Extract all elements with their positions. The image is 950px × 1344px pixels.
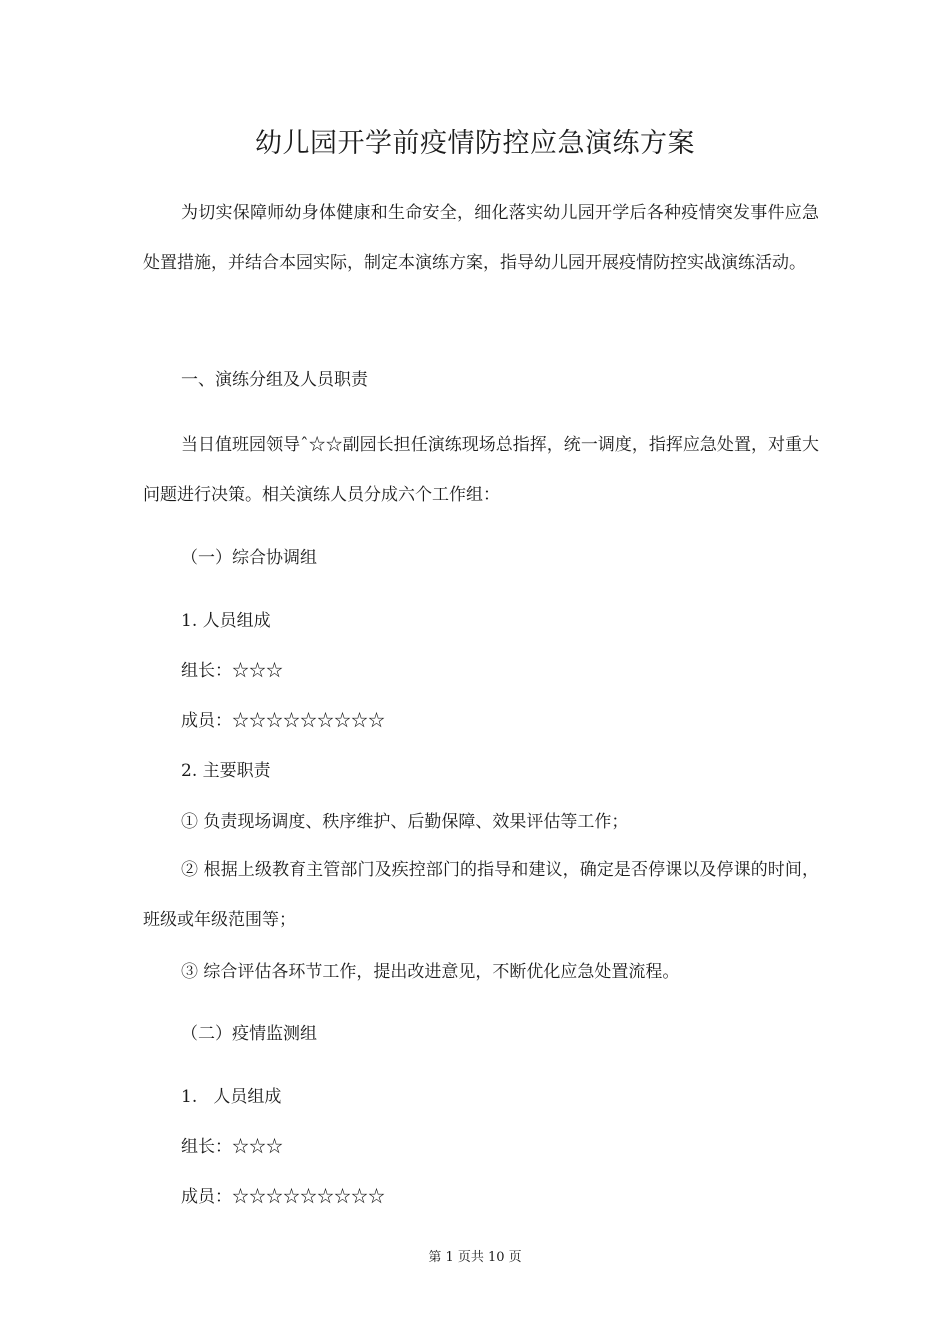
personnel-heading: 1. 人员组成 xyxy=(181,1087,282,1107)
section-heading: 一、演练分组及人员职责 xyxy=(181,370,368,390)
personnel-heading: 1. 人员组成 xyxy=(181,611,271,631)
duty-item: ① 负责现场调度、秩序维护、后勤保障、效果评估等工作； xyxy=(181,812,629,832)
leader-line: 组长：☆☆☆ xyxy=(181,661,283,681)
group-heading: （二）疫情监测组 xyxy=(181,1024,317,1044)
leader-line: 组长：☆☆☆ xyxy=(181,1137,283,1157)
duties-heading: 2. 主要职责 xyxy=(181,761,271,781)
group-heading: （一）综合协调组 xyxy=(181,548,317,568)
section-paragraph: 当日值班园领导ˆ☆☆副园长担任演练现场总指挥，统一调度，指挥应急处置，对重大问题进行决策。相关演练人员分成六个工作组： xyxy=(143,435,819,505)
intro-paragraph: 为切实保障师幼身体健康和生命安全，细化落实幼儿园开学后各种疫情突发事件应急处置措施，并结合本园实际，制定本演练方案，指导幼儿园开展疫情防控实战演练活动。 xyxy=(143,203,819,273)
duty-item: ③ 综合评估各环节工作，提出改进意见，不断优化应急处置流程。 xyxy=(181,962,680,982)
members-line: 成员：☆☆☆☆☆☆☆☆☆ xyxy=(181,1187,385,1207)
members-line: 成员：☆☆☆☆☆☆☆☆☆ xyxy=(181,711,385,731)
document-title: 幼儿园开学前疫情防控应急演练方案 xyxy=(255,128,695,159)
duty-item: ② 根据上级教育主管部门及疾控部门的指导和建议，确定是否停课以及停课的时间，班级或年级范围等； xyxy=(143,860,819,930)
page-footer: 第 1 页共 10 页 xyxy=(428,1250,522,1265)
